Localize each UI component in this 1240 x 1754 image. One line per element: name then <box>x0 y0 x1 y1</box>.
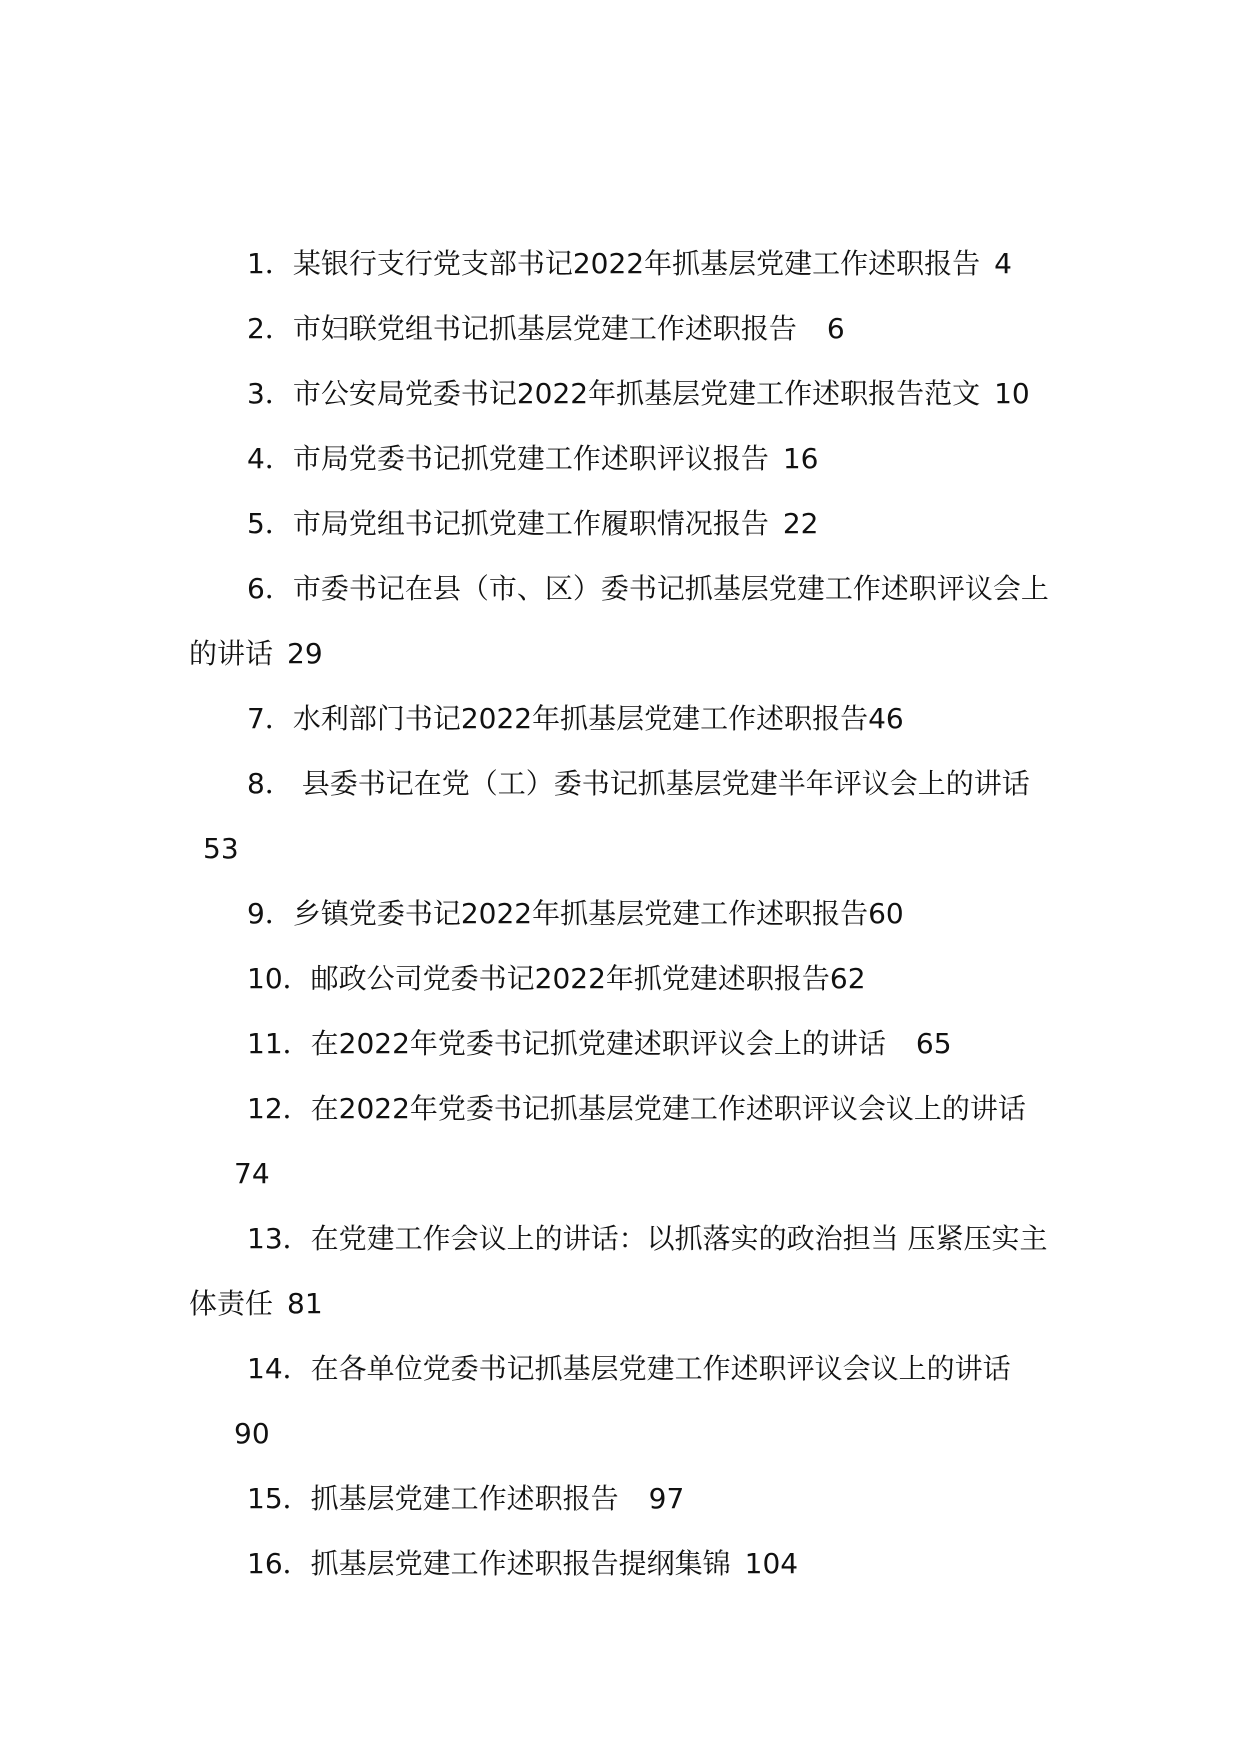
entry-number: 11． <box>247 1027 311 1060</box>
toc-entry-13[interactable] <box>189 1206 1059 1336</box>
entry-title: 县委书记在党（工）委书记抓基层党建半年评议会上的讲话 <box>292 767 1030 800</box>
toc-entry-4[interactable] <box>189 426 1059 491</box>
entry-page: 81 <box>287 1287 323 1320</box>
toc-entry-2[interactable] <box>189 296 1059 361</box>
entry-number: 10． <box>247 962 311 995</box>
entry-page: 65 <box>915 1027 952 1060</box>
entry-number: 7． <box>247 702 293 735</box>
entry-page: 10 <box>994 377 1030 410</box>
entry-page: 90 <box>234 1417 270 1450</box>
entry-page: 60 <box>868 897 904 930</box>
entry-title: 在2022年党委书记抓党建述职评议会上的讲话 <box>310 1027 886 1060</box>
entry-page: 62 <box>829 962 866 995</box>
toc-entry-9[interactable] <box>189 881 1059 946</box>
entry-title: 市局党委书记抓党建工作述职评议报告 <box>292 442 769 475</box>
entry-page: 104 <box>744 1547 799 1580</box>
entry-page: 6 <box>826 312 845 345</box>
toc-entry-15[interactable] <box>189 1466 1059 1531</box>
entry-number: 8． <box>247 767 293 800</box>
entry-title: 在各单位党委书记抓基层党建工作述职评议会议上的讲话 <box>310 1352 1011 1385</box>
toc-entry-5[interactable] <box>189 491 1059 556</box>
entry-title: 某银行支行党支部书记2022年抓基层党建工作述职报告 <box>292 247 981 280</box>
entry-number: 12． <box>247 1092 311 1125</box>
entry-number: 3． <box>247 377 293 410</box>
entry-number: 5． <box>247 507 293 540</box>
entry-page: 74 <box>234 1157 270 1190</box>
entry-page: 4 <box>994 247 1012 280</box>
toc-entry-11[interactable] <box>189 1011 1059 1076</box>
entry-title: 抓基层党建工作述职报告 <box>310 1482 619 1515</box>
entry-number: 1． <box>247 247 293 280</box>
entry-number: 4． <box>247 442 293 475</box>
entry-number: 16． <box>247 1547 311 1580</box>
entry-number: 2． <box>247 312 293 345</box>
entry-page: 97 <box>648 1482 685 1515</box>
entry-page: 29 <box>287 637 323 670</box>
entry-title: 市局党组书记抓党建工作履职情况报告 <box>292 507 769 540</box>
toc-entry-10[interactable] <box>189 946 1059 1011</box>
toc-entry-8[interactable] <box>189 751 1059 881</box>
entry-number: 15． <box>247 1482 311 1515</box>
entry-title: 市公安局党委书记2022年抓基层党建工作述职报告范文 <box>292 377 981 410</box>
toc-entry-3[interactable] <box>189 361 1059 426</box>
toc-entry-14[interactable] <box>189 1336 1059 1466</box>
entry-title: 乡镇党委书记2022年抓基层党建工作述职报告 <box>292 897 869 930</box>
entry-page: 16 <box>782 442 819 475</box>
toc-entry-16[interactable] <box>189 1531 1059 1596</box>
entry-number: 6． <box>247 572 293 605</box>
toc-entry-1[interactable] <box>189 231 1059 296</box>
toc-entry-7[interactable] <box>189 686 1059 751</box>
entry-title: 市妇联党组书记抓基层党建工作述职报告 <box>292 312 797 345</box>
entry-title: 市委书记在县（市、区）委书记抓基层党建工作述职评议会上的讲话 <box>189 572 1049 670</box>
entry-number: 14． <box>247 1352 311 1385</box>
entry-page: 46 <box>868 702 904 735</box>
entry-page: 53 <box>203 832 239 865</box>
table-of-contents <box>189 231 1059 1596</box>
entry-title: 水利部门书记2022年抓基层党建工作述职报告 <box>292 702 869 735</box>
entry-title: 在党建工作会议上的讲话：以抓落实的政治担当 压紧压实主体责任 <box>189 1222 1048 1320</box>
entry-number: 13． <box>247 1222 311 1255</box>
entry-title: 抓基层党建工作述职报告提纲集锦 <box>310 1547 731 1580</box>
entry-title: 邮政公司党委书记2022年抓党建述职报告 <box>310 962 830 995</box>
entry-title: 在2022年党委书记抓基层党建工作述职评议会议上的讲话 <box>310 1092 1026 1125</box>
toc-entry-12[interactable] <box>189 1076 1059 1206</box>
entry-page: 22 <box>782 507 819 540</box>
toc-entry-6[interactable] <box>189 556 1059 686</box>
entry-number: 9． <box>247 897 293 930</box>
